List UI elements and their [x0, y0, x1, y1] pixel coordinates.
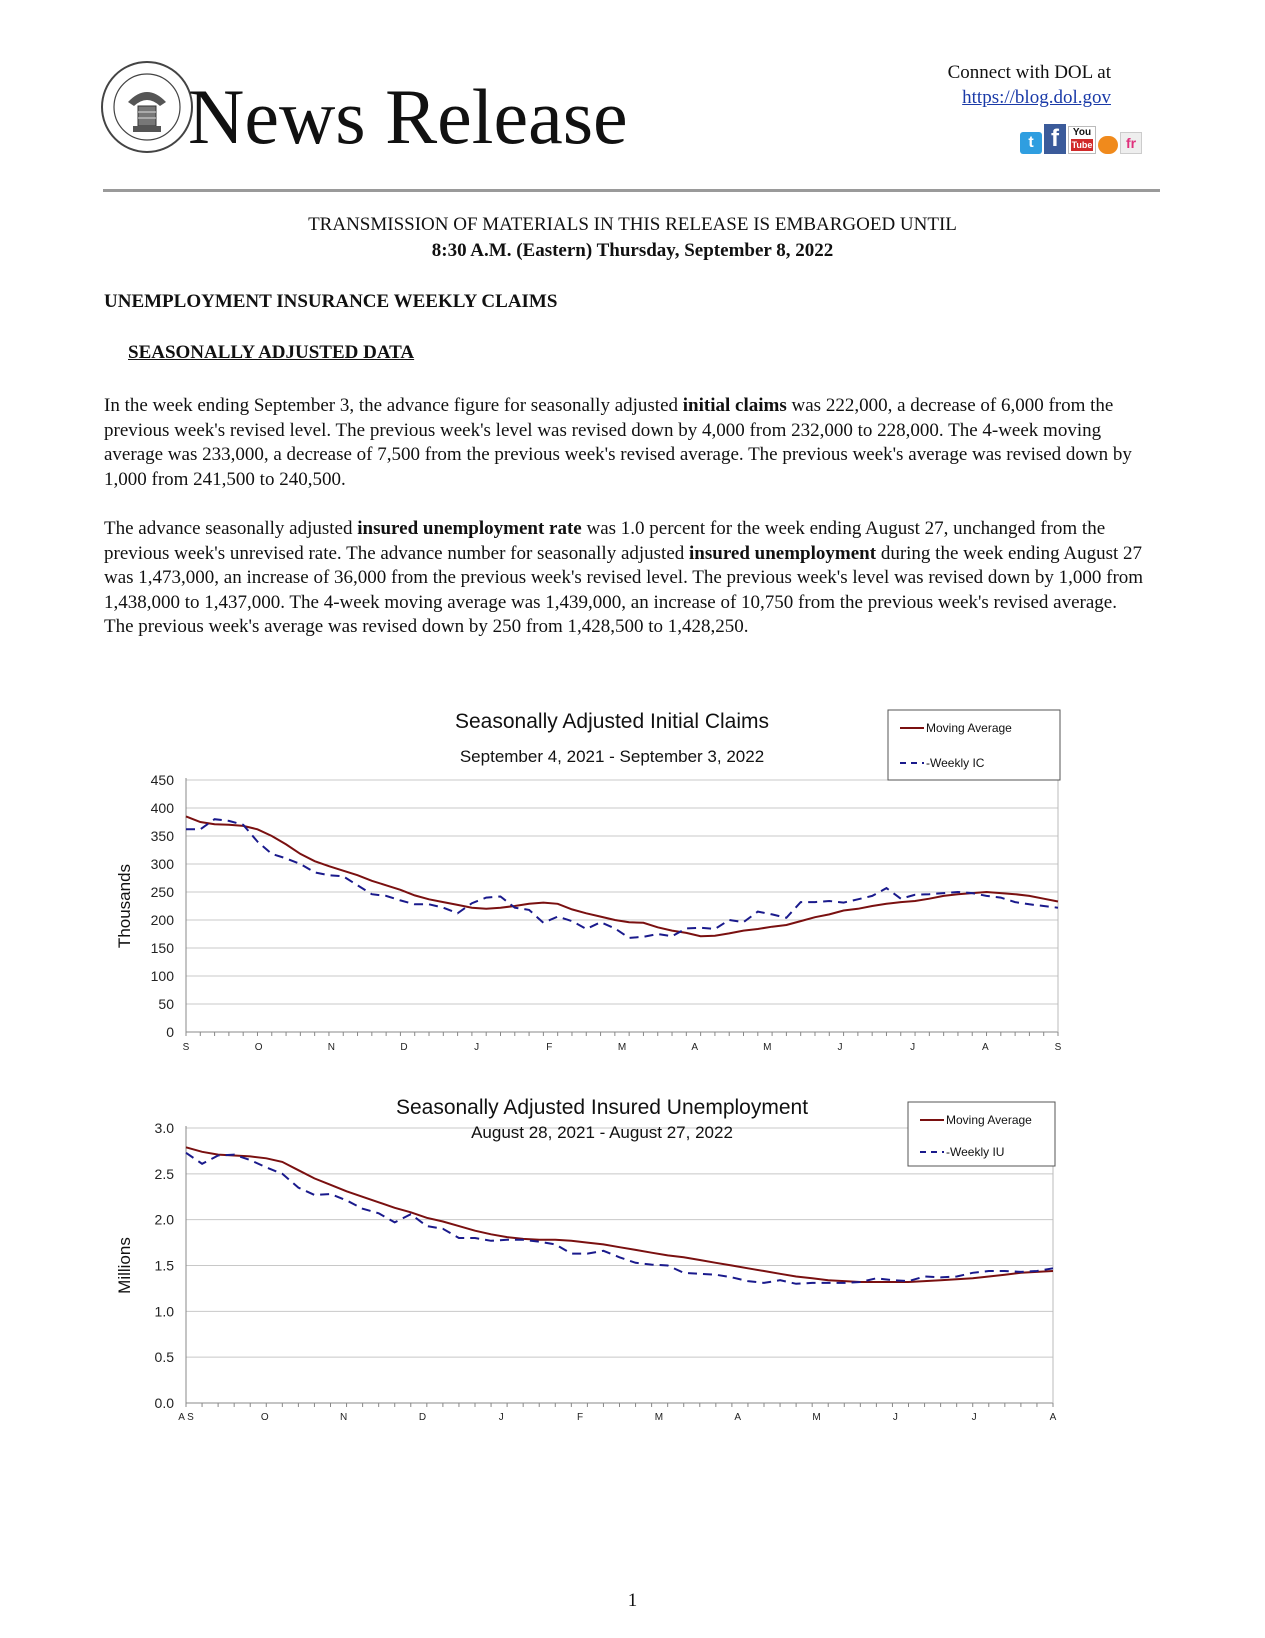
y-tick-label: 300 [150, 856, 174, 872]
legend-label: Moving Average [926, 721, 1012, 735]
series-line-moving-average [186, 1147, 1053, 1282]
x-tick-label: O [260, 1412, 269, 1423]
blog-icon[interactable] [1098, 136, 1118, 154]
youtube-icon[interactable]: You Tube [1068, 126, 1096, 154]
insured-unemployment-chart [0, 1090, 1265, 1480]
dol-seal-logo [100, 60, 194, 154]
x-tick-label: D [400, 1042, 408, 1053]
y-tick-label: 150 [150, 940, 174, 956]
x-tick-label: J [910, 1042, 916, 1053]
bold-term: insured unemployment [689, 542, 877, 564]
bold-term: insured unemployment rate [357, 518, 582, 539]
x-tick-label: M [763, 1042, 772, 1053]
x-tick-label: A [691, 1042, 699, 1053]
embargo-line-2: 8:30 A.M. (Eastern) Thursday, September 8, 2022 [431, 240, 834, 261]
facebook-icon[interactable]: f [1044, 124, 1066, 154]
x-tick-label: N [340, 1412, 348, 1423]
bold-term: initial claims [682, 395, 787, 416]
legend-label: -Weekly IC [926, 756, 985, 770]
section-title: UNEMPLOYMENT INSURANCE WEEKLY CLAIMS [104, 291, 558, 312]
x-tick-label: J [892, 1412, 898, 1423]
y-tick-label: 250 [150, 884, 174, 900]
y-tick-label: 400 [150, 800, 174, 816]
x-tick-label: J [837, 1042, 843, 1053]
series-line-weekly [186, 1153, 1053, 1284]
twitter-icon[interactable]: t [1020, 132, 1042, 154]
x-tick-label: F [546, 1042, 553, 1053]
x-tick-label: A [734, 1412, 742, 1423]
blog-link[interactable]: https://blog.dol.gov [962, 87, 1111, 108]
x-tick-label: D [418, 1412, 427, 1423]
paragraph-insured-unemployment [104, 517, 1144, 640]
y-tick-label: 2.0 [154, 1211, 174, 1228]
x-tick-label: J [971, 1412, 977, 1423]
paragraph-initial-claims [104, 394, 1144, 492]
x-tick-label: M [812, 1412, 821, 1423]
header-divider [103, 189, 1160, 192]
x-tick-label: M [617, 1042, 627, 1053]
x-tick-label: A [1049, 1412, 1057, 1423]
initial-claims-chart [0, 700, 1265, 1090]
flickr-icon[interactable]: fr [1120, 132, 1142, 154]
chart-title: Seasonally Adjusted Insured Unemployment [395, 1096, 809, 1119]
text-run: In the week ending September 3, the advance figure for seasonally adjusted [104, 395, 683, 416]
y-axis-label: Thousands [115, 863, 134, 949]
x-tick-label: M [654, 1412, 664, 1423]
y-axis-label: Millions [115, 1237, 134, 1294]
legend-label: -Weekly IU [946, 1145, 1005, 1159]
y-tick-label: 200 [150, 912, 174, 928]
page-title: News Release [188, 73, 628, 160]
y-tick-label: 50 [158, 996, 174, 1012]
x-tick-label: N [327, 1042, 335, 1053]
x-tick-label: A [981, 1042, 989, 1053]
x-tick-label: S [1054, 1042, 1062, 1053]
connect-text: Connect with DOL at [947, 62, 1111, 83]
y-tick-label: 450 [150, 772, 174, 788]
x-tick-label: S [182, 1042, 190, 1053]
embargo-line-1: TRANSMISSION OF MATERIALS IN THIS RELEASE IS EMBARGOED UNTIL [308, 214, 957, 235]
y-tick-label: 2.5 [154, 1165, 174, 1182]
social-icons [1020, 124, 1142, 154]
legend-label: Moving Average [946, 1113, 1032, 1127]
page-number: 1 [627, 1590, 638, 1611]
series-line-moving-average [186, 816, 1058, 936]
text-run: was 222,000, a decrease of 6,000 from the previous week's revised level. The previous week's level was revised down by 4,000 from 232,000 to 228,000. The 4-week moving average was 233,000, a decrease of 7,500 from the previous week's revised average. The previous week's average was revised down by 1,000 from 241,500 to 240,500. [104, 395, 1132, 490]
x-tick-label: O [254, 1042, 263, 1053]
chart-subtitle: September 4, 2021 - September 3, 2022 [459, 747, 765, 766]
y-tick-label: 0 [166, 1024, 174, 1040]
x-tick-label: J [474, 1042, 480, 1053]
x-tick-label: F [577, 1412, 584, 1423]
y-tick-label: 350 [150, 828, 174, 844]
y-tick-label: 0.0 [154, 1395, 174, 1411]
text-run: during the week ending August 27 was 1,473,000, an increase of 36,000 from the previous week's revised level. The previous week's level was revised down by 1,000 from 1,438,000 to 1,437,000. The 4-week moving average was 1,439,000, an increase of 10,750 from the previous week's revised average. The previous week's average was revised down by 250 from 1,428,500 to 1,428,250. [104, 542, 1144, 637]
y-tick-label: 100 [150, 968, 174, 984]
y-tick-label: 3.0 [154, 1120, 174, 1136]
y-tick-label: 1.0 [154, 1303, 174, 1320]
text-run: was 1.0 percent for the week ending August 27, unchanged from the previous week's unrevised rate. The advance number for seasonally adjusted [104, 518, 1106, 564]
y-tick-label: 0.5 [154, 1349, 174, 1366]
chart-subtitle: August 28, 2021 - August 27, 2022 [471, 1123, 733, 1142]
connect-block [948, 60, 1111, 110]
y-tick-label: 1.5 [154, 1257, 174, 1274]
text-run: The advance seasonally adjusted [104, 518, 358, 539]
subsection-title: SEASONALLY ADJUSTED DATA [128, 342, 415, 363]
x-tick-label: A S [178, 1412, 194, 1423]
x-tick-label: J [498, 1412, 504, 1423]
chart-title: Seasonally Adjusted Initial Claims [455, 710, 769, 733]
